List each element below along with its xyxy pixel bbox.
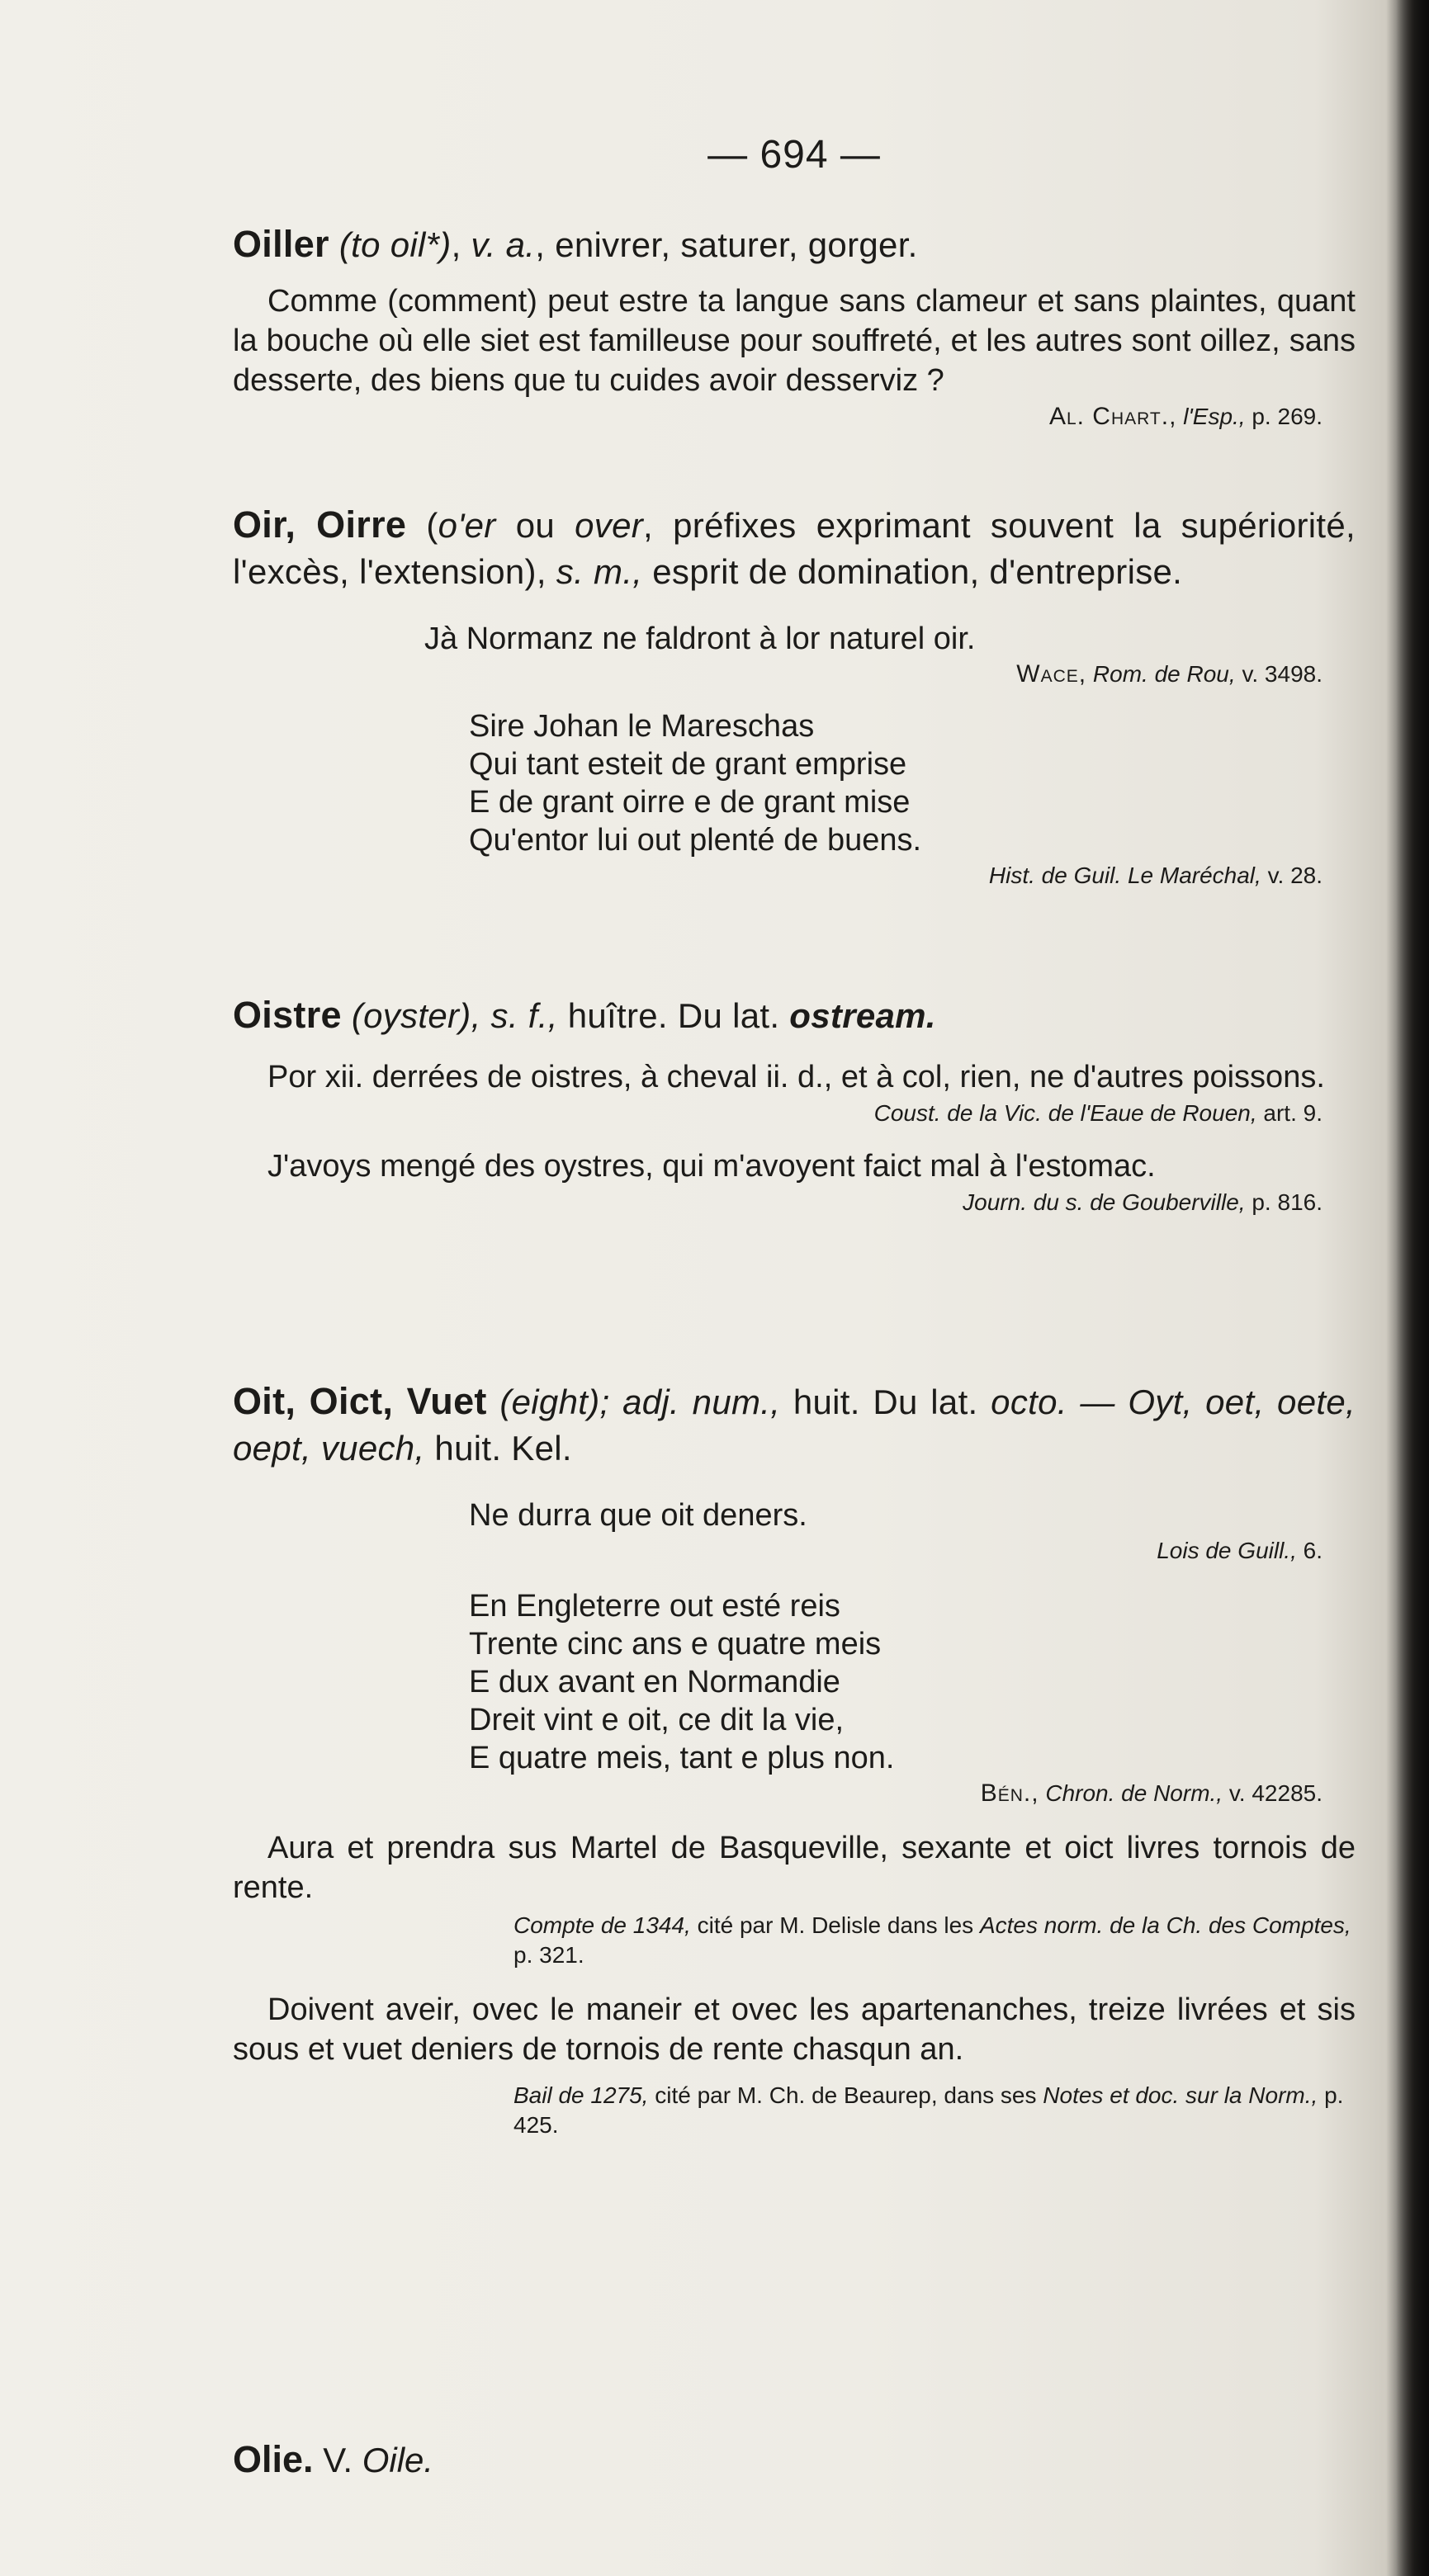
etym-paren: (	[426, 506, 438, 545]
headword: Oir, Oirre	[233, 503, 407, 546]
grammar: v. a.	[471, 225, 536, 264]
citation-work: Hist. de Guil. Le Maréchal,	[988, 863, 1261, 888]
citation-author: Wace,	[1016, 660, 1087, 688]
headword: Oiller	[233, 223, 329, 265]
citation-work-2: Notes et doc. sur la Norm.,	[1043, 2082, 1318, 2108]
citation-work: Rom. de Rou,	[1092, 661, 1236, 687]
verse-line: E quatre meis, tant e plus non.	[469, 1741, 895, 1775]
verse-1: Ne durra que oit deners.	[469, 1498, 807, 1533]
citation-author: Bén.,	[980, 1780, 1039, 1807]
citation-author: Al. Chart.,	[1048, 403, 1177, 430]
citation	[233, 402, 1356, 432]
definition: esprit de domination, d'entreprise.	[652, 552, 1183, 591]
definition: huit. Du lat.	[793, 1383, 978, 1421]
page-edge-shadow	[1396, 0, 1429, 2576]
verse-line: Qu'entor lui out plenté de buens.	[469, 823, 922, 858]
quote-1: Por xii. derrées de oistres, à cheval ii. d., et à col, rien, ne d'autres poissons.	[267, 1060, 1325, 1094]
citation-1	[233, 659, 1356, 689]
citation-ref: p. 425.	[513, 2082, 1344, 2138]
citation-work: Journ. du s. de Gouberville,	[963, 1189, 1246, 1215]
quote: Comme (comment) peut estre ta langue sans clameur et sans plaintes, quant la bouche où elle siet est familleuse pour souffreté, et les autres sont oillez, sans desserte, des biens que tu cuides avoir desserviz ?	[233, 284, 1356, 398]
verse-line: E de grant oirre e de grant mise	[469, 785, 911, 820]
citation-1	[233, 1536, 1356, 1566]
entry-oir-head	[233, 502, 1356, 595]
etymology: (to oil*)	[338, 225, 452, 264]
citation-work: Compte de 1344,	[513, 1912, 691, 1938]
entry-oit-head	[233, 1378, 1356, 1472]
citation-work: Chron. de Norm.,	[1045, 1780, 1223, 1806]
entry-olie	[233, 2437, 1356, 2484]
citation-work: Coust. de la Vic. de l'Eaue de Rouen,	[873, 1100, 1257, 1126]
citation-ref: p. 816.	[1252, 1189, 1323, 1215]
verse-2	[233, 707, 1356, 859]
citation-ref: v. 28.	[1267, 863, 1323, 888]
verse-line: Trente cinc ans e quatre meis	[469, 1627, 882, 1661]
entry-oit	[233, 1378, 1356, 2140]
citation-work: Bail de 1275,	[513, 2082, 649, 2108]
grammar: adj. num.,	[622, 1383, 781, 1421]
definition: huître. Du lat.	[567, 996, 780, 1035]
citation-mid: cité par M. Ch. de Beaurep, dans ses	[655, 2082, 1037, 2108]
entry-oistre	[233, 992, 1356, 1217]
etymology-1: o'er	[438, 506, 496, 545]
verse-line: Qui tant esteit de grant emprise	[469, 747, 907, 782]
variants: Oyt, oet, oete, oept, vuech,	[233, 1383, 1356, 1468]
citation-4	[233, 2081, 1356, 2140]
citation-ref: v. 42285.	[1228, 1780, 1323, 1806]
citation-2	[233, 1779, 1356, 1808]
quote-4: Doivent aveir, ovec le maneir et ovec les apartenanches, treize livrées et sis sous et vuet deniers de tornois de rente chasqun an.	[233, 1992, 1356, 2067]
citation-ref: v. 3498.	[1242, 661, 1323, 687]
entry-oiller	[233, 221, 1356, 432]
citation-1	[233, 1099, 1356, 1128]
verse-line: E dux avant en Normandie	[469, 1665, 840, 1699]
citation-mid: cité par M. Delisle dans les	[697, 1912, 974, 1938]
latin: octo. —	[991, 1383, 1115, 1421]
citation-2	[233, 1188, 1356, 1217]
headword: Olie.	[233, 2438, 314, 2480]
entry-oistre-head	[233, 992, 1356, 1039]
citation-3	[233, 1911, 1356, 1970]
verse-1: Jà Normanz ne faldront à lor naturel oir.	[424, 622, 976, 656]
definition: enivrer, saturer, gorger.	[555, 225, 918, 264]
citation-work: l'Esp.,	[1183, 404, 1246, 429]
page-number: — 694 —	[707, 133, 881, 177]
headword: Oit, Oict, Vuet	[233, 1380, 487, 1422]
entry-oir	[233, 502, 1356, 891]
citation-ref: p. 321.	[513, 1942, 584, 1968]
verse-2	[233, 1587, 1356, 1777]
grammar: s. f.,	[490, 996, 558, 1035]
citation-work-2: Actes norm. de la Ch. des Comptes,	[979, 1912, 1351, 1938]
latin: ostream.	[789, 996, 936, 1035]
entry-oiller-head: Oiller (to oil*), v. a., enivrer, saturer, gorger.	[233, 223, 918, 265]
citation-work: Lois de Guill.,	[1157, 1538, 1297, 1563]
citation-ref: art. 9.	[1263, 1100, 1323, 1126]
etymology-mid: ou	[495, 506, 575, 545]
quote-2: J'avoys mengé des oystres, qui m'avoyent faict mal à l'estomac.	[267, 1149, 1156, 1184]
etymology: (eight);	[499, 1383, 610, 1421]
etymology-2: over	[575, 506, 644, 545]
verse-line: Dreit vint e oit, ce dit la vie,	[469, 1703, 845, 1737]
grammar: s. m.,	[556, 552, 643, 591]
verse-line: Sire Johan le Mareschas	[469, 709, 815, 744]
citation-ref: p. 269.	[1252, 404, 1323, 429]
verse-line: En Engleterre out esté reis	[469, 1589, 840, 1624]
etymology-gloss: , préfixes exprimant souvent la supériorité, l'excès, l'extension),	[233, 506, 1356, 591]
headword: Oistre	[233, 994, 342, 1036]
citation-2	[233, 861, 1356, 891]
etymology: (oyster),	[351, 996, 481, 1035]
variants-tail: huit. Kel.	[434, 1429, 572, 1468]
see-also: V.	[323, 2441, 353, 2479]
entry-olie-head	[233, 2437, 1356, 2484]
citation-ref: 6.	[1303, 1538, 1323, 1563]
see-target: Oile.	[362, 2441, 434, 2479]
quote-3: Aura et prendra sus Martel de Basqueville, sexante et oict livres tornois de rente.	[233, 1831, 1356, 1905]
